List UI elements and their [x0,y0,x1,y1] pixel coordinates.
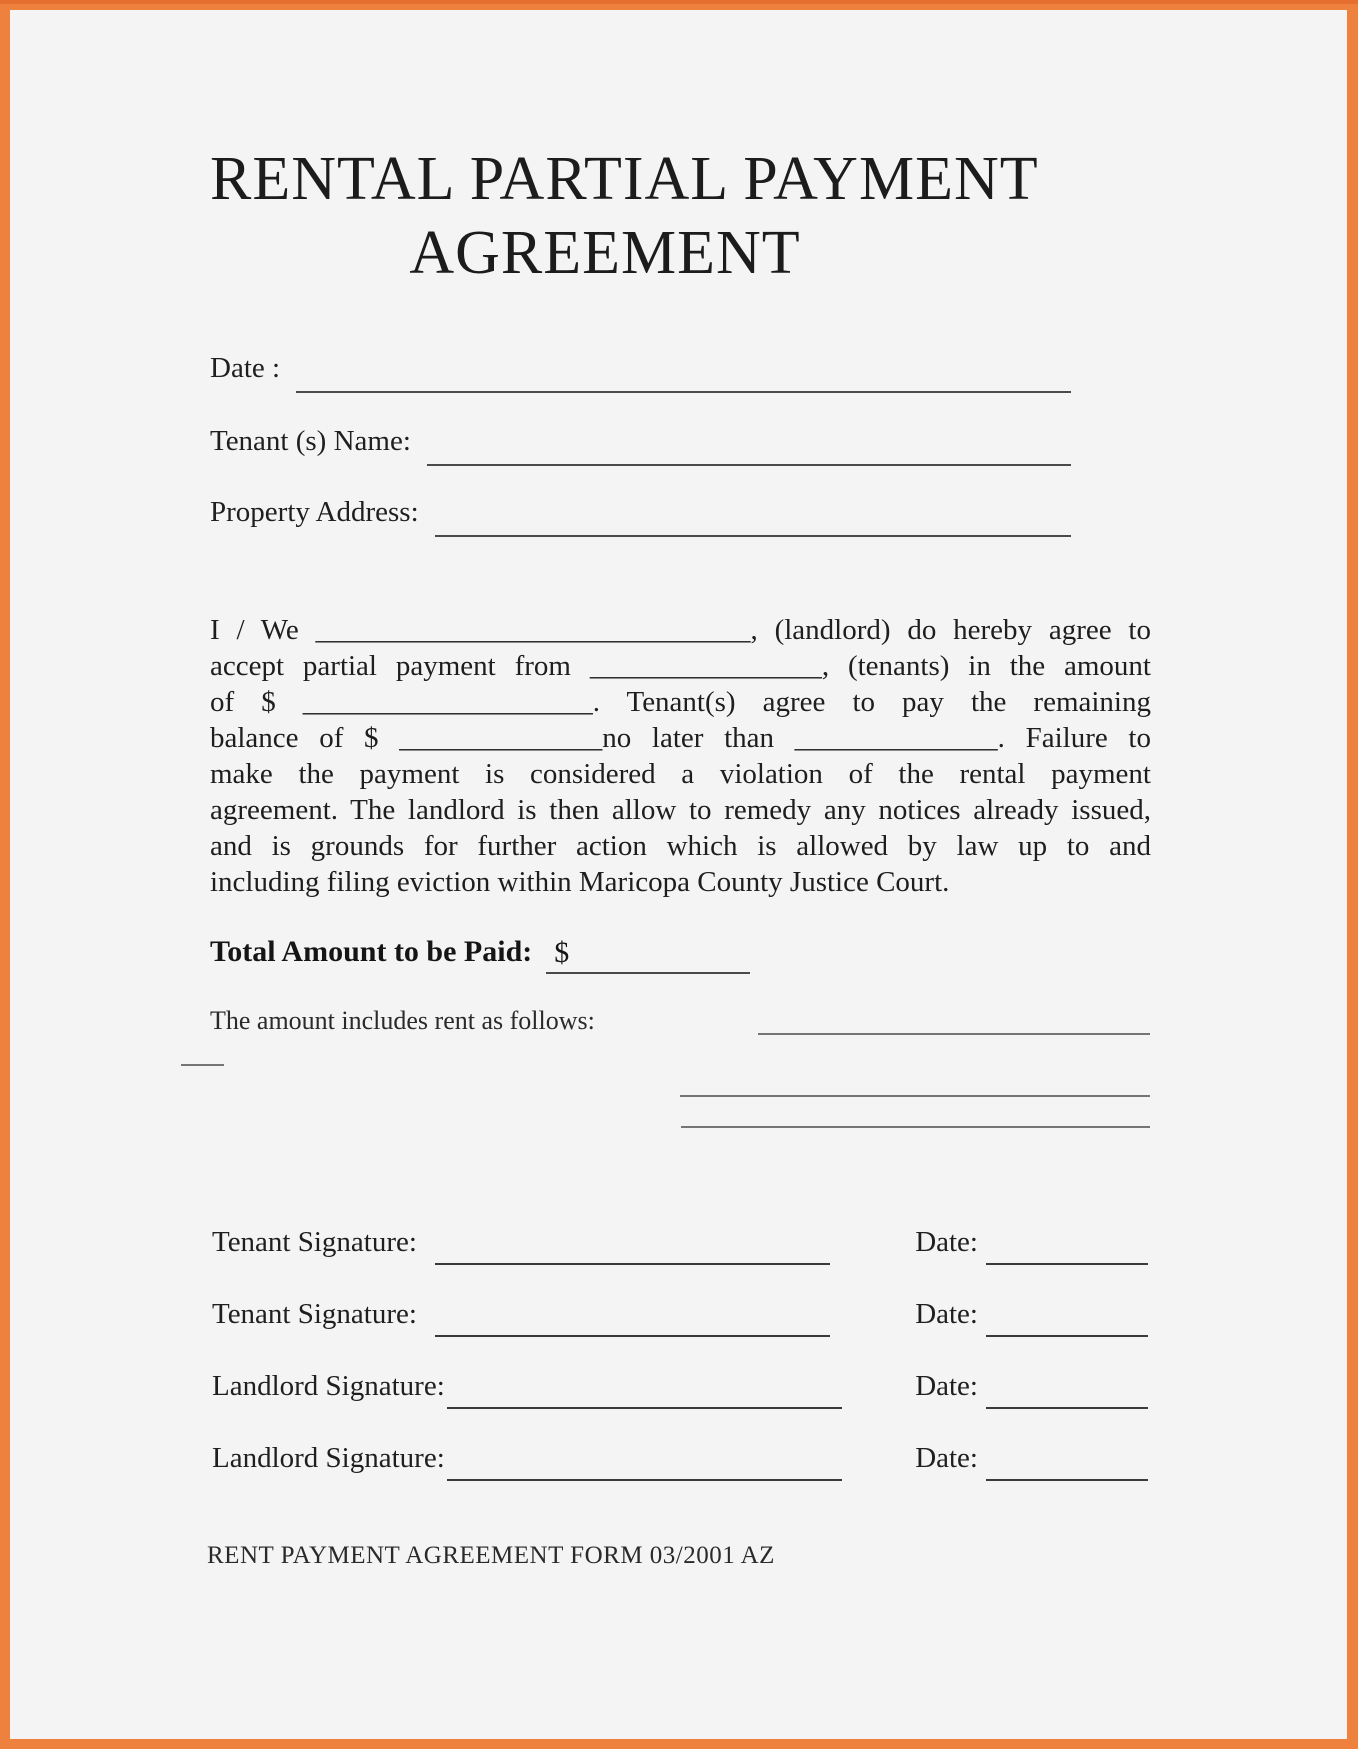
signature-row [212,1437,1148,1481]
date-field-row [210,353,1071,393]
landlord-signature-line[interactable] [447,1406,842,1409]
tenant-signature-line[interactable] [435,1262,830,1265]
signature-row [212,1293,1148,1337]
short-fill-line[interactable] [181,1064,224,1066]
paragraph-line: of $ ____________________. Tenant(s) agree to pay the remaining [210,686,1151,718]
paragraph-line: balance of $ ______________no later than ______________. Failure to [210,722,1151,754]
landlord-signature-label: Landlord Signature: [212,1370,445,1402]
paragraph-line: accept partial payment from ________________, (tenants) in the amount [210,650,1151,682]
tenant-signature-label: Tenant Signature: [212,1298,417,1330]
date-label: Date: [915,1298,978,1330]
agreement-paragraph [210,612,1151,900]
rent-detail-line-2[interactable] [681,1126,1150,1128]
tenant-signature-label: Tenant Signature: [212,1226,417,1258]
total-amount-row [210,934,1151,974]
paragraph-line: I / We ______________________________, (landlord) do hereby agree to [210,614,1151,646]
signature-row [212,1365,1148,1409]
tenant-name-field-row [210,426,1071,466]
date-field-line[interactable] [296,390,1071,393]
tenant-name-label: Tenant (s) Name: [210,425,411,457]
tenant-name-line[interactable] [427,463,1071,466]
signature-date-line[interactable] [986,1406,1148,1409]
paragraph-line: including filing eviction within Maricopa County Justice Court. [210,866,950,898]
signature-date-line[interactable] [986,1262,1148,1265]
date-label: Date: [915,1370,978,1402]
landlord-signature-line[interactable] [447,1478,842,1481]
signature-date-line[interactable] [986,1478,1148,1481]
signature-date-line[interactable] [986,1334,1148,1337]
includes-rent-line[interactable] [758,1033,1150,1035]
page-title-line-1: RENTAL PARTIAL PAYMENT [210,145,1039,213]
total-amount-label: Total Amount to be Paid: [210,935,533,968]
tenant-signature-line[interactable] [435,1334,830,1337]
total-amount-line[interactable]: $ [546,936,750,974]
date-label: Date: [915,1442,978,1474]
page-title [210,142,1039,290]
property-address-line[interactable] [435,534,1071,537]
date-field-label: Date : [210,352,281,384]
includes-rent-label: The amount includes rent as follows: [210,1006,595,1035]
property-address-label: Property Address: [210,496,419,528]
page-title-line-2: AGREEMENT [409,219,801,287]
property-address-field-row [210,497,1071,537]
rent-detail-line-1[interactable] [680,1095,1150,1097]
landlord-signature-label: Landlord Signature: [212,1442,445,1474]
paragraph-line: and is grounds for further action which is allowed by law up to and [210,830,1151,862]
paragraph-line: make the payment is considered a violation of the rental payment [210,758,1151,790]
footer-text: RENT PAYMENT AGREEMENT FORM 03/2001 AZ [207,1542,775,1569]
date-label: Date: [915,1226,978,1258]
paragraph-line: agreement. The landlord is then allow to remedy any notices already issued, [210,794,1151,826]
signature-row [212,1221,1148,1265]
